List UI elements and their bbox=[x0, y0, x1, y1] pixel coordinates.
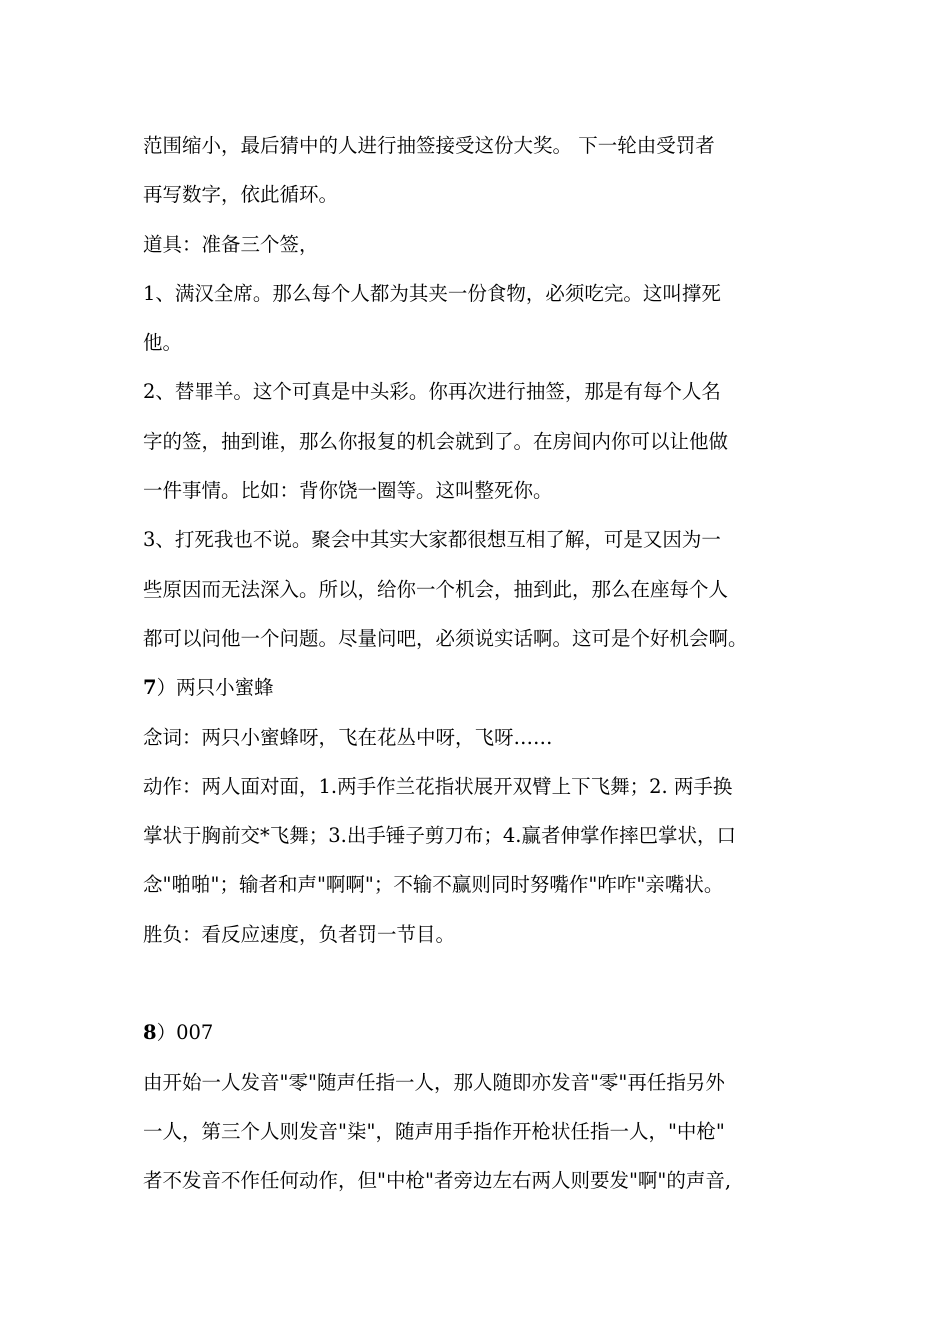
section-number: 7 bbox=[143, 676, 157, 700]
text-line: 再写数字，依此循环。 bbox=[143, 183, 339, 207]
text-line: 由开始一人发音"零"随声任指一人，那人随即亦发音"零"再任指另外 bbox=[143, 1070, 725, 1094]
section-number: 8 bbox=[143, 1021, 157, 1045]
text-line: 字的签，抽到谁，那么你报复的机会就到了。在房间内你可以让他做 bbox=[143, 429, 729, 453]
text-line: 掌状于胸前交*飞舞；3.出手锤子剪刀布；4.赢者伸掌作摔巴掌状，口 bbox=[143, 824, 736, 848]
document-body bbox=[143, 121, 811, 1206]
text-line: 动作：两人面对面，1.两手作兰花指状展开双臂上下飞舞；2. 两手换 bbox=[143, 774, 733, 798]
text-line: 些原因而无法深入。所以，给你一个机会，抽到此，那么在座每个人 bbox=[143, 577, 729, 601]
text-line: 范围缩小，最后猜中的人进行抽签接受这份大奖。 下一轮由受罚者 bbox=[143, 134, 715, 157]
text-line: 3、打死我也不说。聚会中其实大家都很想互相了解，可是又因为一 bbox=[143, 528, 721, 552]
text-line: 都可以问他一个问题。尽量问吧，必须说实话啊。这可是个好机会啊。 bbox=[143, 626, 748, 650]
text-line: 一人，第三个人则发音"柒"，随声用手指作开枪状任指一人，"中枪" bbox=[143, 1119, 725, 1143]
text-line: 2、替罪羊。这个可真是中头彩。你再次进行抽签，那是有每个人名 bbox=[143, 380, 721, 404]
section-heading-7 bbox=[143, 663, 811, 712]
section-title: ）两只小蜜蜂 bbox=[156, 676, 274, 700]
text-line: 一件事情。比如：背你饶一圈等。这叫整死你。 bbox=[143, 479, 553, 503]
text-line: 念词：两只小蜜蜂呀，飞在花丛中呀，飞呀…… bbox=[143, 725, 553, 749]
blank-line bbox=[143, 959, 811, 1008]
text-line: 念"啪啪"；输者和声"啊啊"；不输不赢则同时努嘴作"咋咋"亲嘴状。 bbox=[143, 873, 724, 897]
text-line: 者不发音不作任何动作，但"中枪"者旁边左右两人则要发"啊"的声音, bbox=[143, 1169, 732, 1193]
text-line: 胜负：看反应速度，负者罚一节目。 bbox=[143, 922, 456, 946]
section-title: ）007 bbox=[156, 1021, 214, 1045]
text-line: 他。 bbox=[143, 331, 183, 355]
text-line: 1、满汉全席。那么每个人都为其夹一份食物，必须吃完。这叫撑死 bbox=[143, 281, 721, 305]
text-line: 道具：准备三个签， bbox=[143, 232, 319, 256]
section-heading-8 bbox=[143, 1008, 811, 1057]
